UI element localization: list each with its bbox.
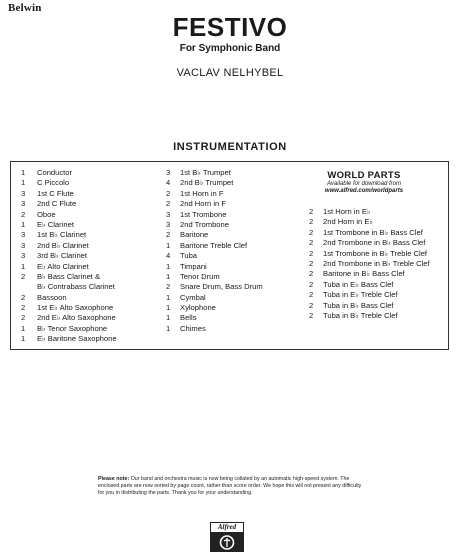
instrument-name: 2nd Horn in E♭ xyxy=(323,217,374,227)
part-count: 1 xyxy=(166,292,171,302)
part-count: 2 xyxy=(166,230,171,240)
logo-word: Alfred xyxy=(211,523,243,533)
instrument-name: 1st C Flute xyxy=(37,188,74,198)
note-label: Please note: xyxy=(98,476,130,482)
part-count: 2 xyxy=(309,227,314,237)
part-count: 2 xyxy=(21,313,26,323)
part-count: 3 xyxy=(21,240,26,250)
part-count: 4 xyxy=(166,251,171,261)
instrument-name: Oboe xyxy=(37,209,56,219)
part-count: 1 xyxy=(166,271,171,281)
part-count: 2 xyxy=(309,217,314,227)
instrument-name: Baritone xyxy=(180,230,209,240)
instrument-name: Bassoon xyxy=(37,292,67,302)
instrument-name: 1st Horn in F xyxy=(180,188,224,198)
instrumentation-box xyxy=(10,161,449,350)
instrument-name: Conductor xyxy=(37,168,73,177)
part-count: 2 xyxy=(309,248,314,258)
piece-title: FESTIVO xyxy=(172,12,288,42)
instrument-name: 1st Trombone xyxy=(180,209,227,219)
instrument-name: Snare Drum, Bass Drum xyxy=(180,282,263,292)
part-count: 2 xyxy=(309,290,314,300)
instrument-name: Bells xyxy=(180,313,197,323)
part-count: 2 xyxy=(21,303,26,313)
instrument-name: 2nd E♭ Alto Saxophone xyxy=(37,313,116,323)
part-count: 3 xyxy=(21,188,26,198)
instrument-name: Xylophone xyxy=(180,303,216,313)
instrument-name: Baritone in B♭ Bass Clef xyxy=(323,269,405,279)
part-count: 2 xyxy=(21,292,26,302)
part-count: 1 xyxy=(166,313,171,323)
logo-emblem-icon xyxy=(211,533,243,552)
part-count: 2 xyxy=(309,238,314,248)
instrument-name: 2nd Trombone in B♭ Treble Clef xyxy=(323,258,430,268)
publisher-label: Belwin xyxy=(8,2,42,14)
part-count: 2 xyxy=(166,199,171,209)
instrument-name: Tenor Drum xyxy=(180,271,220,281)
instrument-name: Tuba in B♭ Bass Clef xyxy=(323,300,394,310)
part-count: 3 xyxy=(166,209,171,219)
instrument-name: Baritone Treble Clef xyxy=(180,240,248,250)
composer-name: VACLAV NELHYBEL xyxy=(176,67,284,79)
instrument-name: 2nd Horn in F xyxy=(180,199,227,209)
part-count: 2 xyxy=(166,188,171,198)
part-count: 2 xyxy=(309,300,314,310)
instrument-name: Tuba in E♭ Bass Clef xyxy=(323,279,394,289)
instrument-name: Tuba in B♭ Treble Clef xyxy=(323,310,398,320)
part-count: 2 xyxy=(309,207,314,216)
collation-note xyxy=(98,476,363,498)
instrument-name: Tuba in E♭ Treble Clef xyxy=(323,290,398,300)
part-count: 2 xyxy=(309,279,314,289)
instrument-name: 2nd Trombone in B♭ Bass Clef xyxy=(323,238,426,248)
instrument-name: C Piccolo xyxy=(37,178,70,188)
instrument-name: B♭ Tenor Saxophone xyxy=(37,323,108,333)
part-count: 1 xyxy=(166,240,171,250)
part-count: 3 xyxy=(21,199,26,209)
instrument-name: Tuba xyxy=(180,251,198,261)
part-count: 3 xyxy=(21,230,26,240)
world-parts-header xyxy=(299,170,429,195)
part-count: 1 xyxy=(21,168,26,177)
part-count: 1 xyxy=(166,261,171,271)
part-count: 2 xyxy=(166,282,171,292)
part-count: 2 xyxy=(309,310,314,320)
instrument-name: 3rd B♭ Clarinet xyxy=(37,251,88,261)
part-count: 1 xyxy=(166,303,171,313)
instrument-name: 1st Trombone in B♭ Bass Clef xyxy=(323,227,423,237)
part-count: 1 xyxy=(21,261,26,271)
part-count: 1 xyxy=(21,219,26,229)
instrument-name: E♭ Alto Clarinet xyxy=(37,261,89,271)
instrumentation-heading: INSTRUMENTATION xyxy=(173,141,287,153)
part-count: 2 xyxy=(309,269,314,279)
part-count: 3 xyxy=(166,168,171,177)
part-count: 2 xyxy=(21,271,26,281)
instrument-name: 1st Trombone in B♭ Treble Clef xyxy=(323,248,428,258)
note-text: Our band and orchestra music is now being collated by an automatic high-speed system. The enclosed parts are now sorted by page count, rather than score order. We hope this will not present any difficulty for you in distributing the parts. Thank you for your understanding. xyxy=(98,476,362,497)
instrument-name: 2nd B♭ Clarinet xyxy=(37,240,89,250)
instrument-name: Timpani xyxy=(180,261,207,271)
instrument-name: 2nd Trombone xyxy=(180,219,229,229)
piece-subtitle: For Symphonic Band xyxy=(179,43,281,54)
instrument-name: 1st Horn in E♭ xyxy=(323,207,371,216)
instrument-name: E♭ Clarinet xyxy=(37,219,74,229)
part-count: 1 xyxy=(21,323,26,333)
instrument-name: 1st B♭ Trumpet xyxy=(180,168,231,177)
instrument-name: 2nd C Flute xyxy=(37,199,77,209)
instrument-name: 1st E♭ Alto Saxophone xyxy=(37,303,114,313)
instrument-name: B♭ Bass Clarinet & xyxy=(37,271,101,281)
world-parts-availability: Available for download from xyxy=(327,181,401,187)
part-count: 1 xyxy=(21,178,26,188)
instrument-name: Chimes xyxy=(180,323,206,333)
alfred-logo xyxy=(210,522,244,552)
instrument-name: E♭ Baritone Saxophone xyxy=(37,334,117,344)
part-count: 1 xyxy=(166,323,171,333)
part-count: 3 xyxy=(166,219,171,229)
instrument-name: B♭ Contrabass Clarinet xyxy=(37,282,115,292)
instrument-name: 2nd B♭ Trumpet xyxy=(180,178,234,188)
world-parts-url: www.alfred.com/worldparts xyxy=(324,188,404,194)
part-count: 2 xyxy=(309,258,314,268)
part-count: 2 xyxy=(21,209,26,219)
world-parts-title: WORLD PARTS xyxy=(327,170,401,181)
part-count: 4 xyxy=(166,178,171,188)
part-count: 1 xyxy=(21,334,26,344)
part-count: 3 xyxy=(21,251,26,261)
instrument-name: 1st B♭ Clarinet xyxy=(37,230,87,240)
instrument-name: Cymbal xyxy=(180,292,206,302)
